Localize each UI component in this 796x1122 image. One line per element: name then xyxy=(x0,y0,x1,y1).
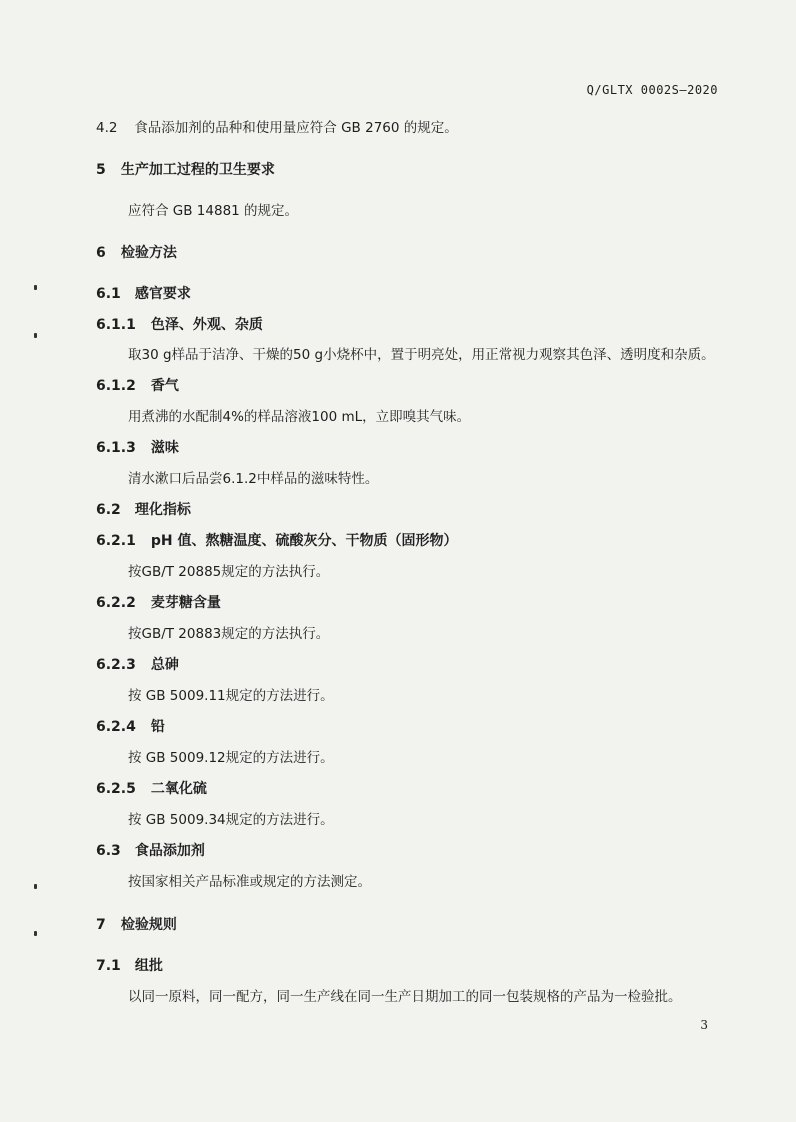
clause-title: pH 值、熬糖温度、硫酸灰分、干物质（固形物） xyxy=(150,533,458,549)
binding-mark xyxy=(34,333,37,338)
section-number: 6 xyxy=(96,245,106,261)
section-title: 生产加工过程的卫生要求 xyxy=(120,162,275,178)
clause-number: 6.2.5 xyxy=(96,781,136,797)
clause-number: 6.2 xyxy=(96,502,121,518)
clause-6-2-5-body: 按 GB 5009.34规定的方法进行。 xyxy=(128,812,334,828)
clause-title: 组批 xyxy=(134,958,163,974)
clause-6-1-1-body: 取30 g样品于洁净、干燥的50 g小烧杯中，置于明亮处，用正常视力观察其色泽、透明度和杂质。 xyxy=(128,347,715,363)
clause-title: 滋味 xyxy=(150,440,179,456)
clause-title: 铅 xyxy=(150,719,165,735)
clause-title: 麦芽糖含量 xyxy=(150,595,221,611)
clause-6-2-heading xyxy=(96,501,191,519)
clause-title: 色泽、外观、杂质 xyxy=(150,317,263,333)
section-title: 检验方法 xyxy=(120,245,177,261)
clause-title: 二氧化硫 xyxy=(150,781,207,797)
section-6-heading xyxy=(96,244,177,262)
clause-number: 6.2.1 xyxy=(96,533,136,549)
clause-text: 食品添加剂的品种和使用量应符合 GB 2760 的规定。 xyxy=(134,120,458,136)
clause-6-2-2-body: 按GB/T 20883规定的方法执行。 xyxy=(128,626,330,642)
clause-number: 6.1.1 xyxy=(96,317,136,333)
clause-6-3-body: 按国家相关产品标准或规定的方法测定。 xyxy=(128,874,371,890)
section-number: 7 xyxy=(96,917,106,933)
clause-6-1-1-heading xyxy=(96,316,263,334)
clause-number: 6.1 xyxy=(96,286,121,302)
clause-6-1-3-body: 清水漱口后品尝6.1.2中样品的滋味特性。 xyxy=(128,471,379,487)
clause-title: 香气 xyxy=(150,378,179,394)
clause-number: 6.2.4 xyxy=(96,719,136,735)
clause-7-1-body: 以同一原料，同一配方，同一生产线在同一生产日期加工的同一包装规格的产品为一检验批。 xyxy=(128,989,682,1005)
clause-number: 6.2.3 xyxy=(96,657,136,673)
standard-number: Q/GLTX 0002S—2020 xyxy=(586,83,718,97)
clause-title: 感官要求 xyxy=(134,286,191,302)
section-5-body: 应符合 GB 14881 的规定。 xyxy=(128,203,299,219)
clause-4-2 xyxy=(96,119,458,137)
clause-number: 4.2 xyxy=(96,120,118,136)
clause-number: 6.2.2 xyxy=(96,595,136,611)
clause-title: 食品添加剂 xyxy=(134,843,205,859)
clause-number: 6.1.3 xyxy=(96,440,136,456)
section-7-heading xyxy=(96,916,177,934)
section-number: 5 xyxy=(96,162,106,178)
clause-6-1-heading xyxy=(96,285,191,303)
binding-mark xyxy=(34,884,37,889)
clause-6-2-1-body: 按GB/T 20885规定的方法执行。 xyxy=(128,564,330,580)
binding-mark xyxy=(34,931,37,936)
section-title: 检验规则 xyxy=(120,917,177,933)
clause-title: 总砷 xyxy=(150,657,179,673)
clause-6-1-2-heading xyxy=(96,377,179,395)
clause-6-1-2-body: 用煮沸的水配制4%的样品溶液100 mL，立即嗅其气味。 xyxy=(128,409,471,425)
clause-number: 6.1.2 xyxy=(96,378,136,394)
clause-title: 理化指标 xyxy=(134,502,191,518)
clause-number: 7.1 xyxy=(96,958,121,974)
clause-6-2-4-body: 按 GB 5009.12规定的方法进行。 xyxy=(128,750,334,766)
page-number: 3 xyxy=(700,1018,708,1032)
clause-number: 6.3 xyxy=(96,843,121,859)
clause-6-2-3-heading xyxy=(96,656,179,674)
clause-6-2-5-heading xyxy=(96,780,207,798)
section-5-heading xyxy=(96,161,275,179)
clause-6-2-3-body: 按 GB 5009.11规定的方法进行。 xyxy=(128,688,334,704)
clause-6-1-3-heading xyxy=(96,439,179,457)
clause-6-2-2-heading xyxy=(96,594,221,612)
clause-6-2-1-heading xyxy=(96,532,458,550)
clause-7-1-heading xyxy=(96,957,163,975)
clause-6-2-4-heading xyxy=(96,718,165,736)
clause-6-3-heading xyxy=(96,842,205,860)
binding-mark xyxy=(34,285,37,290)
